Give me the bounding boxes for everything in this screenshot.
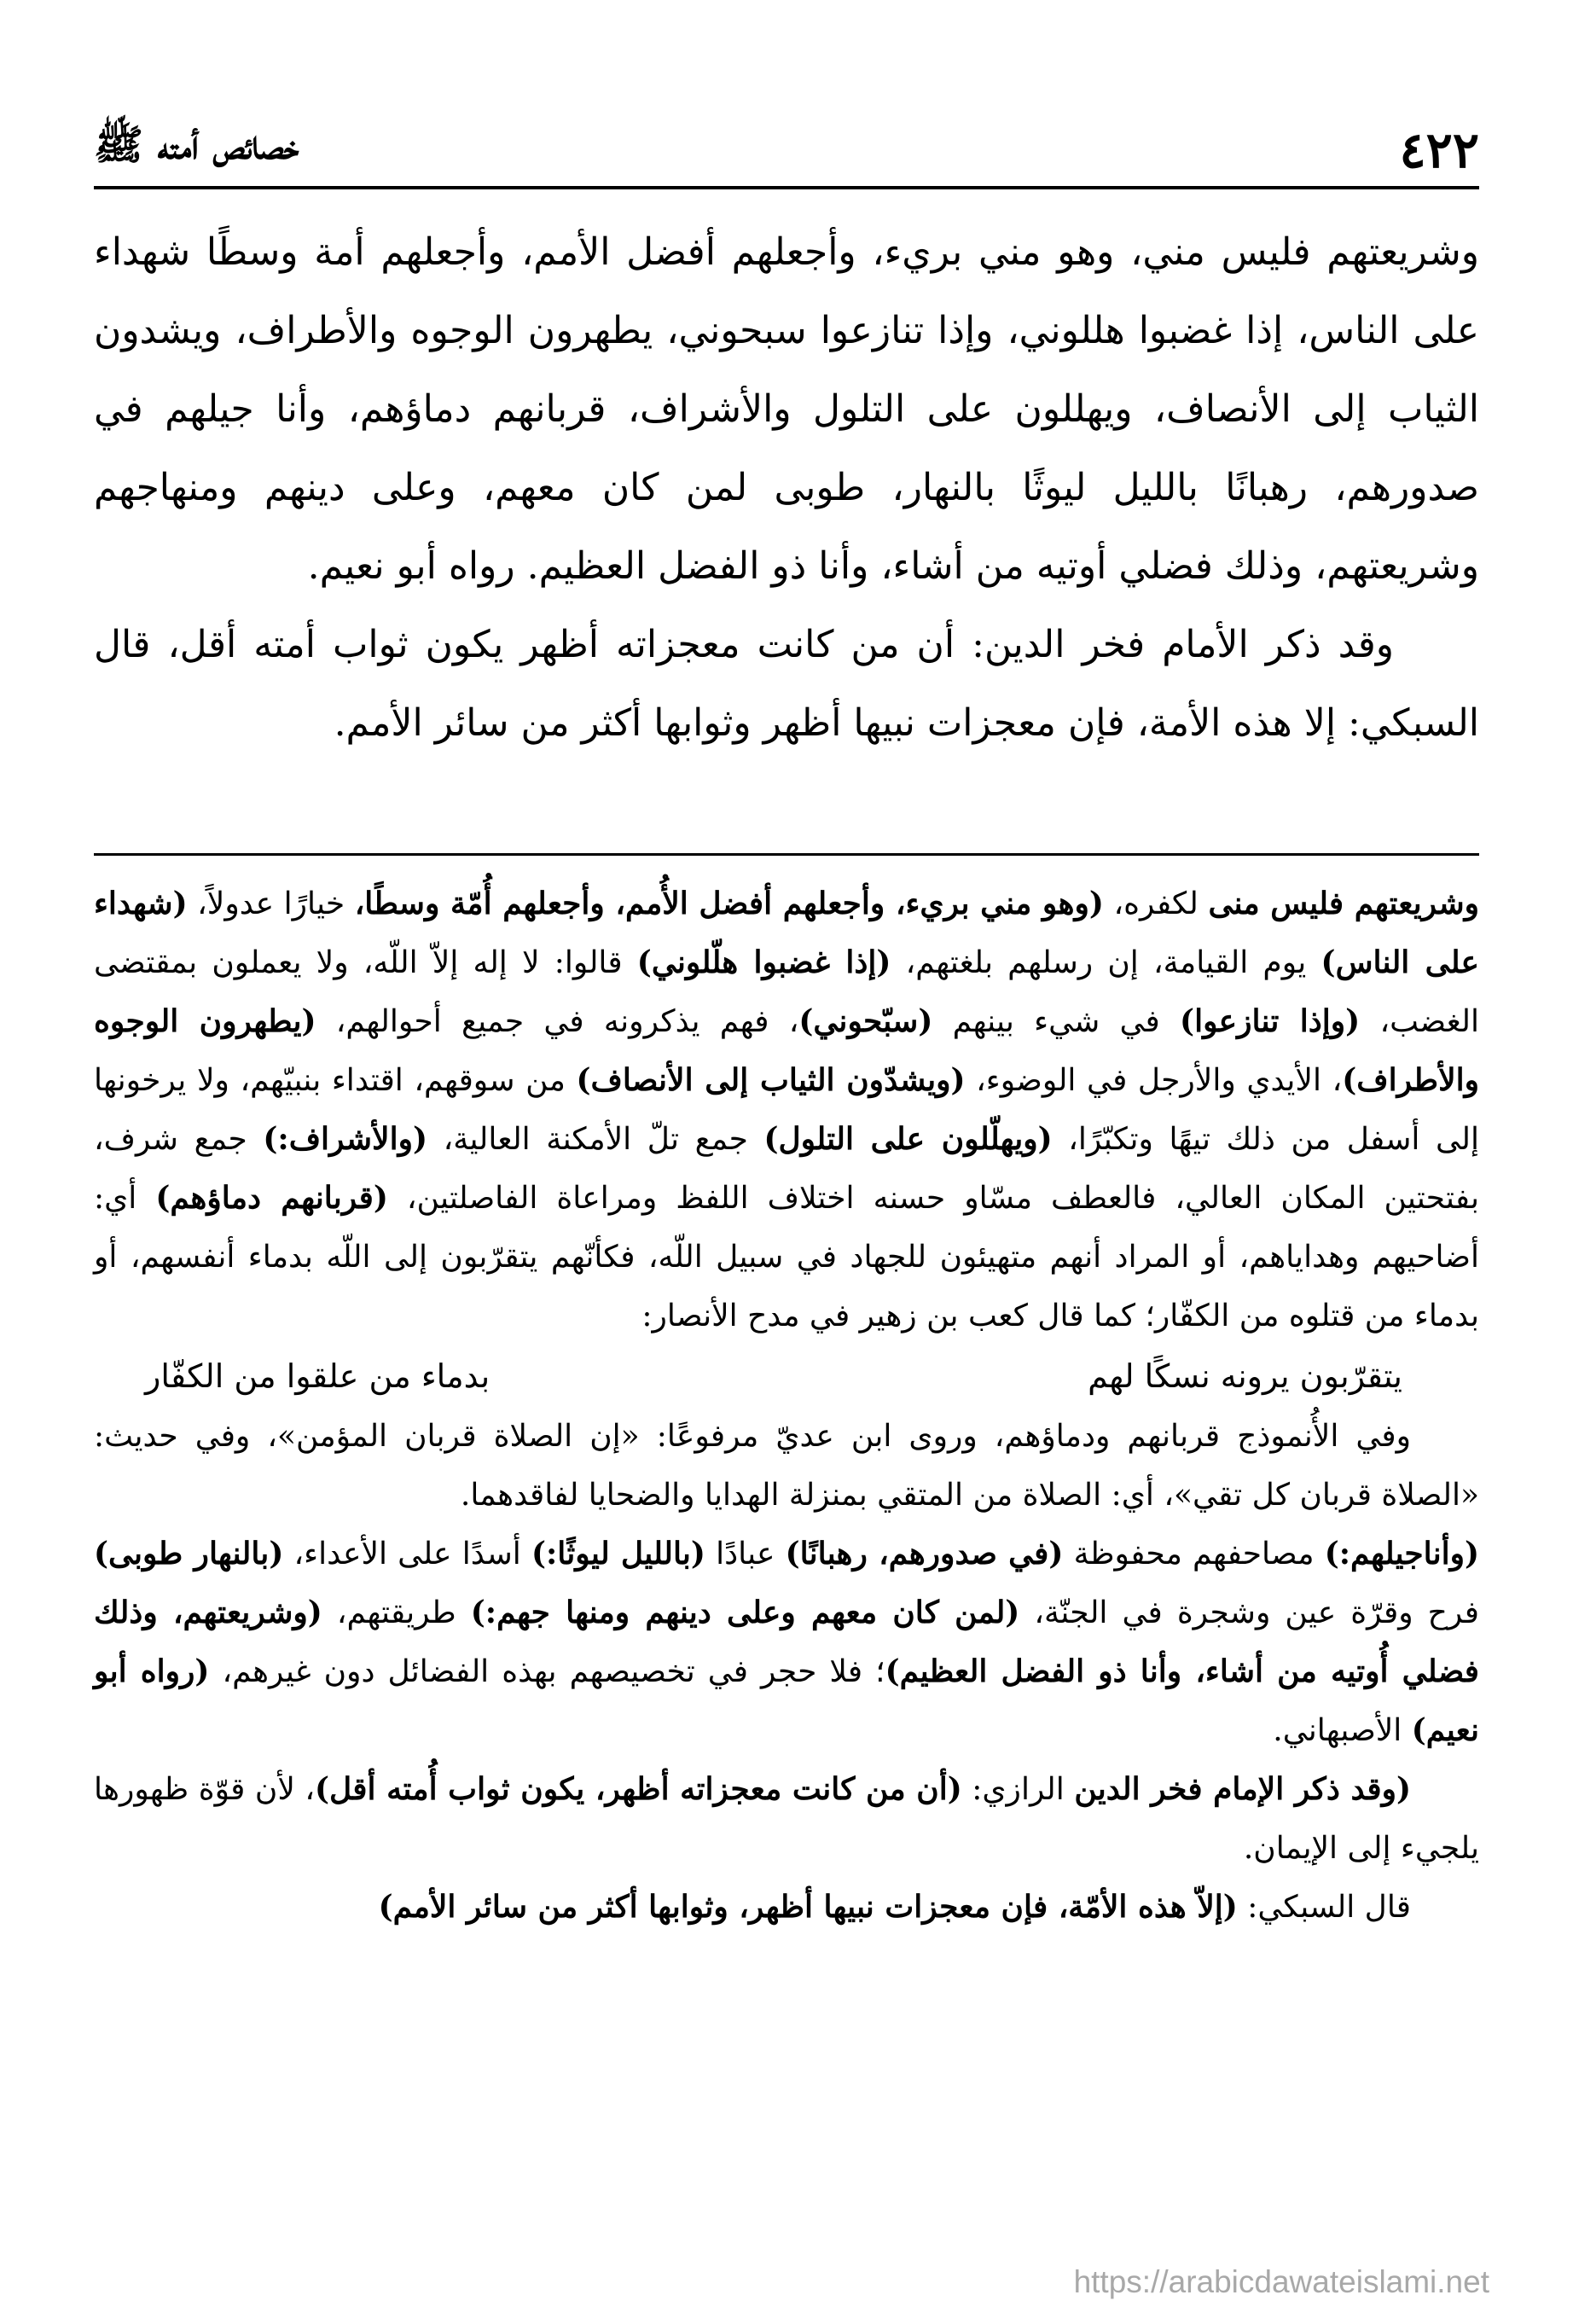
quoted-text-segment: (قربانهم دماؤهم) (155, 1180, 388, 1216)
commentary-text-segment: فرح وقرّة عين وشجرة في الجنّة، (1019, 1595, 1479, 1630)
commentary-text-segment: في شيء بينهم (932, 1004, 1181, 1039)
quoted-text-segment: (لمن كان معهم وعلى دينهم ومنها جهم:) (470, 1595, 1020, 1630)
main-text-paragraph: وشريعتهم فليس مني، وهو مني بريء، وأجعلهم أفضل الأمم، وأجعلهم أمة وسطًا شهداء على الناس، إذا غضبوا هللوني، وإذا تنازعوا سبحوني، يطهرون الوجوه والأطراف، ويشدون الثياب إلى الأنصاف، ويهللون على التلول والأشراف، قربانهم دماؤهم، وأنا جيلهم في صدورهم، رهبانًا بالليل ليوثًا بالنهار، طوبى لمن كان معهم، وعلى دينهم ومنهاجهم وشريعتهم، وذلك فضلي أوتيه من أشاء، وأنا ذو الفضل العظيم. رواه أبو نعيم. (94, 230, 1479, 588)
commentary-text-segment: يوم القيامة، إن رسلهم بلغتهم، (891, 945, 1321, 980)
commentary-text-segment: ، الأيدي والأرجل في الوضوء، (965, 1063, 1343, 1098)
quoted-text-segment: (سبّحوني) (798, 1003, 933, 1039)
commentary-text-segment: جمع شرف، بفتحتين المكان العالي، فالعطف مسّاو حسنه اختلاف اللفظ ومراعاة الفاصلتين، (94, 1122, 1479, 1216)
commentary-paragraph (94, 1878, 1479, 1937)
commentary-text-segment: طريقتهم، (322, 1595, 471, 1630)
quoted-text-segment: (وإذا تنازعوا) (1180, 1003, 1361, 1039)
quoted-text-segment: (يطهرون الوجوه والأطراف) (94, 1003, 1480, 1098)
commentary-text-segment: لكفره، (1103, 886, 1209, 921)
page-number: ٤٢٢ (1399, 121, 1479, 179)
quoted-text-segment: (إذا غضبوا هلّلوني) (636, 944, 891, 980)
commentary-paragraph (94, 1407, 1479, 1525)
commentary-text-segment: خيارًا عدولاً، (187, 886, 355, 921)
quoted-text-segment: (والأشراف:) (263, 1121, 428, 1157)
commentary-paragraph (94, 874, 1479, 1345)
quoted-text-segment: (وهو مني بريء، وأجعلهم أفضل الأُمم، وأجعلهم أُمّة وسطًا، (354, 886, 1104, 921)
commentary-text-segment: قالوا: لا إله إلاّ اللّه، ولا يعملون بمقتضى الغضب، (94, 945, 1479, 1039)
commentary-text-segment: عبادًا (705, 1537, 786, 1572)
quoted-text-segment: (بالنهار طوبى) (94, 1536, 284, 1572)
quoted-text-segment: (أن من كانت معجزاته أظهر، يكون ثواب أُمته أقل) (315, 1771, 962, 1807)
commentary-text-segment: ، فهم يذكرونه في جميع أحوالهم، (316, 1004, 799, 1039)
commentary-text-segment: من سوقهم، اقتداء بنبيّهم، ولا يرخونها إلى أسفل من ذلك تيهًا وتكبّرًا، (94, 1063, 1480, 1157)
quoted-text-segment: (ويشدّون الثياب إلى الأنصاف) (576, 1062, 966, 1098)
commentary-text-segment: أي: أضاحيهم وهداياهم، أو المراد أنهم متهيئون للجهاد في سبيل اللّه، فكأنّهم يتقرّبون إلى اللّه بدماء أنفسهم، أو بدماء من قتلوه من الكفّار؛ كما قال كعب بن زهير في مدح الأنصار: (94, 1181, 1479, 1333)
commentary-text-segment: مصاحفهم محفوظة (1063, 1537, 1325, 1572)
header-divider (94, 186, 1479, 189)
main-text (94, 213, 1479, 763)
main-text-paragraph: وقد ذكر الأمام فخر الدين: أن من كانت معجزاته أظهر يكون ثواب أمته أقل، قال السبكي: إلا هذه الأمة، فإن معجزات نبيها أظهر وثوابها أكثر من سائر الأمم. (94, 623, 1479, 745)
quoted-text-segment: (شهداء على الناس) (94, 886, 1480, 980)
commentary-text-segment: ؛ فلا حجر في تخصيصهم بهذه الفضائل دون غيرهم، (209, 1654, 885, 1689)
commentary-text-segment: وفي الأُنموذج قربانهم ودماؤهم، وروى ابن عديّ مرفوعًا: «إن الصلاة قربان المؤمن»، وفي حديث: «الصلاة قربان كل تقي»، أي: الصلاة من المتقي بمنزلة الهدايا والضحايا لفاقدهما. (94, 1419, 1479, 1513)
quoted-text-segment: (وأناجيلهم:) (1324, 1536, 1480, 1572)
commentary-divider (94, 853, 1479, 856)
verse-second-hemistich: بدماء من علقوا من الكفّار (145, 1357, 490, 1395)
quoted-text-segment: (وشريعتهم، وذلك فضلي أُوتيه من أشاء، وأنا ذو الفضل العظيم) (94, 1595, 1480, 1689)
quoted-text-segment: (رواه أبو نعيم) (94, 1653, 1479, 1748)
commentary-text-segment: الرازي: (961, 1772, 1075, 1807)
quoted-text-segment: (إلاّ هذه الأمّة، فإن معجزات نبيها أظهر، وثوابها أكثر من سائر الأمم) (378, 1889, 1238, 1925)
quoted-text-segment: (في صدورهم، رهبانًا) (785, 1536, 1064, 1572)
commentary-text-segment: ، لأن قوّة ظهورها يلجيء إلى الإيمان. (94, 1772, 1479, 1866)
commentary-paragraph (94, 1525, 1479, 1760)
commentary-paragraph (94, 1760, 1479, 1878)
poetry-verse (94, 1345, 1479, 1407)
quoted-text-segment: (بالليل ليوثًا:) (531, 1536, 705, 1572)
running-title: خصائص أمته ﷺ (94, 121, 299, 169)
verse-first-hemistich: يتقرّبون يرونه نسكًا لهم (1088, 1357, 1402, 1395)
commentary (94, 874, 1479, 1937)
quoted-text-segment: (ويهلّلون على التلول) (763, 1121, 1053, 1157)
commentary-text-segment: جمع تلّ الأمكنة العالية، (427, 1122, 764, 1157)
commentary-text-segment: أسدًا على الأعداء، (283, 1537, 531, 1572)
page-header (94, 101, 1479, 179)
commentary-text-segment: الأصبهاني. (1273, 1713, 1412, 1748)
watermark-url: https://arabicdawateislami.net (1073, 2264, 1489, 2299)
quoted-text-segment: وشريعتهم فليس منى (1208, 886, 1480, 921)
commentary-text-segment: قال السبكي: (1237, 1890, 1411, 1925)
quoted-text-segment: (وقد ذكر الإمام فخر الدين (1074, 1771, 1411, 1807)
